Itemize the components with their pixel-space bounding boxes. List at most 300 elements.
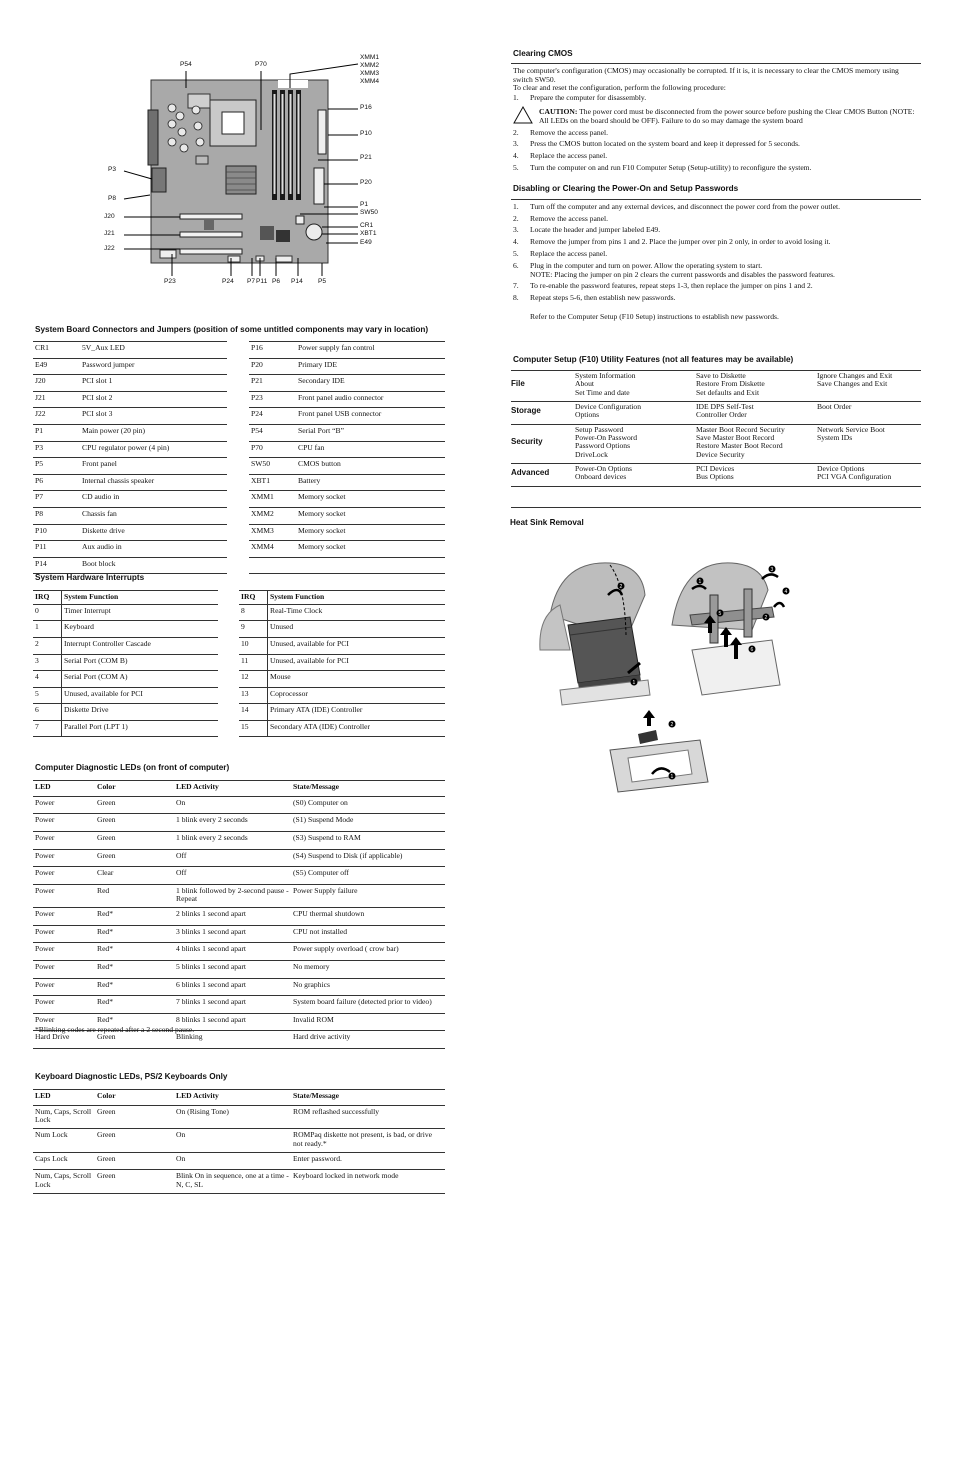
connector-id: P1 [33, 424, 80, 441]
connector-description: Front panel USB connector [296, 408, 445, 425]
led-color: Green [95, 1105, 174, 1128]
kbd-leds-title: Keyboard Diagnostic LEDs, PS/2 Keyboards Only [35, 1072, 228, 1081]
passwords-rule [511, 199, 921, 200]
irq-function: Real-Time Clock [268, 604, 446, 621]
connector-id [249, 557, 296, 574]
led-color: Red* [95, 925, 174, 943]
irq-function: Interrupt Controller Cascade [62, 637, 219, 654]
table-row [33, 441, 227, 458]
irq-number: 4 [33, 671, 62, 688]
table-row [33, 908, 445, 926]
irq-function: Unused, available for PCI [268, 654, 446, 671]
led-state: Hard drive activity [291, 1031, 445, 1049]
led-activity: 5 blinks 1 second apart [174, 960, 291, 978]
table-row [249, 541, 445, 558]
led-activity: 7 blinks 1 second apart [174, 996, 291, 1014]
connector-description: PCI slot 1 [80, 375, 227, 392]
table-row [33, 342, 227, 359]
irq-function: Mouse [268, 671, 446, 688]
callout-number: 1 [632, 680, 636, 686]
cmos-step: 3. Press the CMOS button located on the system board and keep it depressed for 5 seconds. [513, 139, 800, 149]
table-row [33, 960, 445, 978]
connector-description: Password jumper [80, 358, 227, 375]
connector-description: Front panel audio connector [296, 391, 445, 408]
table-header-row [239, 591, 445, 605]
diagram-label: P8 [108, 195, 117, 202]
table-row [33, 1170, 445, 1193]
table-row [239, 671, 445, 688]
led-name: Power [33, 831, 95, 849]
connector-description: CPU regulator power (4 pin) [80, 441, 227, 458]
irq-function: Unused, available for PCI [268, 637, 446, 654]
led-color: Red* [95, 978, 174, 996]
led-color: Green [95, 796, 174, 814]
callout-number: 1 [698, 579, 702, 585]
table-row [33, 524, 227, 541]
led-activity: Off [174, 849, 291, 867]
diagram-label: P54 [180, 61, 192, 68]
connector-description: CPU fan [296, 441, 445, 458]
f10-title: Computer Setup (F10) Utility Features (not all features may be available) [513, 355, 794, 364]
table-row [33, 458, 227, 475]
caution-block [513, 108, 918, 125]
led-state: No graphics [291, 978, 445, 996]
table-row [33, 424, 227, 441]
diagram-label: P7 [247, 278, 256, 285]
table-row [33, 474, 227, 491]
irq-function: Parallel Port (LPT 1) [62, 720, 219, 737]
led-name: Power [33, 925, 95, 943]
led-state: System board failure (detected prior to video) [291, 996, 445, 1014]
connector-description: Boot block [80, 557, 227, 574]
led-color: Green [95, 849, 174, 867]
led-activity: On [174, 796, 291, 814]
diagram-label: J22 [104, 245, 115, 252]
connector-description: Diskette drive [80, 524, 227, 541]
led-name: Power [33, 796, 95, 814]
connector-id: XBT1 [249, 474, 296, 491]
diagram-label: P1 [360, 201, 369, 208]
irq-function: Coprocessor [268, 687, 446, 704]
led-name: Power [33, 1013, 95, 1031]
connector-description: CD audio in [80, 491, 227, 508]
connector-id: P6 [33, 474, 80, 491]
f10-category: Security [511, 424, 573, 463]
connector-description: Chassis fan [80, 507, 227, 524]
connector-id: XMM1 [249, 491, 296, 508]
led-state: CPU thermal shutdown [291, 908, 445, 926]
led-state: (S5) Computer off [291, 867, 445, 885]
table-row [249, 408, 445, 425]
cmos-intro-2: To clear and reset the configuration, perform the following procedure: [513, 83, 726, 93]
f10-features: Setup Password Power-On Password Password Options DriveLock [573, 424, 694, 463]
led-activity: Blinking [174, 1031, 291, 1049]
password-step: 7. To re-enable the password features, repeat steps 1-3, then replace the jumper on pins 1 and 2. [513, 281, 813, 291]
connector-id: XMM4 [249, 541, 296, 558]
led-name: Power [33, 978, 95, 996]
table-row [33, 491, 227, 508]
led-color: Red* [95, 943, 174, 961]
led-name: Power [33, 814, 95, 832]
table-row [239, 704, 445, 721]
irq-function: Diskette Drive [62, 704, 219, 721]
interrupts-table-right [239, 590, 445, 737]
irq-function: Serial Port (COM B) [62, 654, 219, 671]
connector-id: J21 [33, 391, 80, 408]
cmos-step: 4. Replace the access panel. [513, 151, 608, 161]
table-row [33, 637, 218, 654]
table-row [33, 507, 227, 524]
callout-number: 2 [670, 722, 674, 728]
cmos-steps [513, 128, 918, 172]
table-row [33, 704, 218, 721]
caution-text: The power cord must be disconnected from the power source before pushing the Clear CMOS Button (NOTE: All LEDs on the board should be OFF). Failure to do so may damage the system board [539, 107, 915, 125]
diagram-label: P10 [360, 130, 372, 137]
callout-number: 5 [718, 611, 722, 617]
cmos-step: 2. Remove the access panel. [513, 127, 609, 137]
callout-number: 3 [770, 567, 774, 573]
table-row [239, 687, 445, 704]
led-color: Green [95, 1152, 174, 1170]
table-row [249, 375, 445, 392]
table-row [33, 654, 218, 671]
irq-number: 14 [239, 704, 268, 721]
diagram-label: P16 [360, 104, 372, 111]
column-header: System Function [268, 591, 446, 605]
led-activity: 8 blinks 1 second apart [174, 1013, 291, 1031]
heatsink-illustration [530, 555, 790, 795]
column-header: Color [95, 781, 174, 797]
table-header-row [33, 781, 445, 797]
f10-features: Boot Order [815, 402, 921, 425]
diagram-label: P21 [360, 154, 372, 161]
irq-number: 2 [33, 637, 62, 654]
table-row [239, 604, 445, 621]
led-activity: On [174, 1152, 291, 1170]
table-row [511, 464, 921, 487]
table-row [33, 1105, 445, 1128]
led-state: ROM reflashed successfully [291, 1105, 445, 1128]
table-row [33, 1129, 445, 1152]
led-activity: On (Rising Tone) [174, 1105, 291, 1128]
table-row [249, 491, 445, 508]
led-name: Power [33, 884, 95, 907]
connector-id: SW50 [249, 458, 296, 475]
table-row [249, 342, 445, 359]
f10-features: Ignore Changes and Exit Save Changes and Exit [815, 371, 921, 402]
table-row [249, 524, 445, 541]
diagram-label: E49 [360, 239, 372, 246]
f10-bottom-rule [511, 507, 921, 508]
connector-id: P70 [249, 441, 296, 458]
connector-id: P24 [249, 408, 296, 425]
connector-description: Memory socket [296, 524, 445, 541]
diagram-label: XMM1 [360, 54, 380, 61]
callout-number: 1 [670, 774, 674, 780]
connector-id: P10 [33, 524, 80, 541]
password-step: 3. Locate the header and jumper labeled E49. [513, 225, 661, 235]
led-activity: 4 blinks 1 second apart [174, 943, 291, 961]
led-activity: On [174, 1129, 291, 1152]
table-row [239, 637, 445, 654]
f10-category: Storage [511, 402, 573, 425]
connector-id: P7 [33, 491, 80, 508]
diagram-label: XMM4 [360, 78, 380, 85]
irq-number: 6 [33, 704, 62, 721]
irq-function: Secondary ATA (IDE) Controller [268, 720, 446, 737]
column-header: State/Message [291, 1090, 445, 1106]
irq-function: Primary ATA (IDE) Controller [268, 704, 446, 721]
password-step: 6. Plug in the computer and turn on power. Allow the operating system to start. NOTE: Placing the jumper on pin 2 clears the current passwords and disables the password features. [513, 260, 835, 279]
led-color: Red* [95, 996, 174, 1014]
led-activity: 6 blinks 1 second apart [174, 978, 291, 996]
connector-description: Battery [296, 474, 445, 491]
table-row [249, 441, 445, 458]
led-color: Clear [95, 867, 174, 885]
connector-description: Power supply fan control [296, 342, 445, 359]
diagram-label: P20 [360, 179, 372, 186]
diag-leds-title: Computer Diagnostic LEDs (on front of computer) [35, 763, 230, 772]
diagram-label: P23 [164, 278, 176, 285]
led-activity: 1 blink every 2 seconds [174, 831, 291, 849]
led-color: Red [95, 884, 174, 907]
diagram-label: J20 [104, 213, 115, 220]
connector-id: P5 [33, 458, 80, 475]
connector-description: Serial Port “B” [296, 424, 445, 441]
irq-number: 3 [33, 654, 62, 671]
password-step: 5. Replace the access panel. [513, 248, 608, 258]
table-row [33, 671, 218, 688]
column-header: IRQ [239, 591, 268, 605]
diagram-label: P14 [291, 278, 303, 285]
heatsink-drawing [530, 555, 790, 795]
irq-function: Unused, available for PCI [62, 687, 219, 704]
connector-id: P3 [33, 441, 80, 458]
connector-id: J20 [33, 375, 80, 392]
password-refer: Refer to the Computer Setup (F10 Setup) instructions to establish new passwords. [530, 312, 779, 322]
led-name: Num, Caps, Scroll Lock [33, 1105, 95, 1128]
diagram-label: P6 [272, 278, 281, 285]
table-row [33, 391, 227, 408]
connector-description: Memory socket [296, 507, 445, 524]
caution-label: CAUTION: [539, 107, 578, 117]
table-row [33, 867, 445, 885]
led-color: Green [95, 1129, 174, 1152]
column-header: State/Message [291, 781, 445, 797]
table-row [249, 474, 445, 491]
diagram-label: P24 [222, 278, 234, 285]
column-header: Color [95, 1090, 174, 1106]
led-activity: 3 blinks 1 second apart [174, 925, 291, 943]
f10-features: PCI Devices Bus Options [694, 464, 815, 487]
f10-features: System Information About Set Time and date [573, 371, 694, 402]
diagram-label: P70 [255, 61, 267, 68]
cmos-intro: The computer's configuration (CMOS) may occasionally be corrupted. If it is, it is necessary to clear the CMOS memory using switch SW50. [513, 66, 899, 84]
irq-number: 15 [239, 720, 268, 737]
led-state: (S1) Suspend Mode [291, 814, 445, 832]
interrupts-title: System Hardware Interrupts [35, 573, 145, 582]
f10-features: Master Boot Record Security Save Master Boot Record Restore Master Boot Record Device Security [694, 424, 815, 463]
connector-description: Aux audio in [80, 541, 227, 558]
diagram-label: XBT1 [360, 230, 377, 237]
connector-description: Front panel [80, 458, 227, 475]
led-name: Caps Lock [33, 1152, 95, 1170]
diagram-label: P5 [318, 278, 327, 285]
connector-id: P8 [33, 507, 80, 524]
led-activity: Off [174, 867, 291, 885]
f10-features: Network Service Boot System IDs [815, 424, 921, 463]
connector-description: Memory socket [296, 541, 445, 558]
table-row [33, 541, 227, 558]
connectors-table-right [249, 341, 445, 574]
callout-number: 2 [764, 615, 768, 621]
irq-number: 9 [239, 621, 268, 638]
table-header-row [33, 1090, 445, 1106]
connector-id: P21 [249, 375, 296, 392]
table-row [33, 796, 445, 814]
password-note: NOTE: Placing the jumper on pin 2 clears the current passwords and disables the password features. [530, 269, 835, 279]
connector-description: PCI slot 3 [80, 408, 227, 425]
passwords-section [513, 202, 918, 321]
connector-id: P14 [33, 557, 80, 574]
connector-id: XMM2 [249, 507, 296, 524]
led-name: Power [33, 996, 95, 1014]
connector-description: PCI slot 2 [80, 391, 227, 408]
heatsink-title: Heat Sink Removal [510, 518, 584, 527]
password-step: 4. Remove the jumper from pins 1 and 2. Place the jumper over pin 2 only, in order to avoid losing it. [513, 237, 831, 247]
led-name: Power [33, 908, 95, 926]
column-header: LED [33, 781, 95, 797]
connector-id: P20 [249, 358, 296, 375]
led-state: (S4) Suspend to Disk (if applicable) [291, 849, 445, 867]
table-row [511, 371, 921, 402]
table-row [239, 654, 445, 671]
f10-category: File [511, 371, 573, 402]
connector-id: CR1 [33, 342, 80, 359]
led-state: Power Supply failure [291, 884, 445, 907]
irq-function: Keyboard [62, 621, 219, 638]
password-step: 2. Remove the access panel. [513, 213, 609, 223]
led-state: Enter password. [291, 1152, 445, 1170]
table-row [33, 831, 445, 849]
f10-features: IDE DPS Self-Test Controller Order [694, 402, 815, 425]
led-state: Keyboard locked in network mode [291, 1170, 445, 1193]
connector-id: XMM3 [249, 524, 296, 541]
table-row [249, 424, 445, 441]
cmos-title: Clearing CMOS [513, 49, 573, 58]
led-color: Green [95, 1031, 174, 1049]
table-row [33, 621, 218, 638]
diagram-label: XMM2 [360, 62, 380, 69]
diagram-label: XMM3 [360, 70, 380, 77]
column-header: System Function [62, 591, 219, 605]
led-name: Power [33, 943, 95, 961]
system-board-diagram [100, 50, 400, 290]
table-row [249, 507, 445, 524]
f10-category: Advanced [511, 464, 573, 487]
led-color: Green [95, 1170, 174, 1193]
irq-number: 8 [239, 604, 268, 621]
caution-icon [513, 106, 533, 124]
led-activity: 1 blink every 2 seconds [174, 814, 291, 832]
led-color: Green [95, 831, 174, 849]
led-activity: 2 blinks 1 second apart [174, 908, 291, 926]
connector-id: P23 [249, 391, 296, 408]
connectors-table-left [33, 341, 227, 574]
led-name: Num Lock [33, 1129, 95, 1152]
table-row [33, 720, 218, 737]
table-row [239, 621, 445, 638]
f10-features: Save to Diskette Restore From Diskette Set defaults and Exit [694, 371, 815, 402]
irq-function: Serial Port (COM A) [62, 671, 219, 688]
cmos-section [513, 67, 918, 175]
led-color: Red* [95, 908, 174, 926]
connector-id: E49 [33, 358, 80, 375]
led-state: (S3) Suspend to RAM [291, 831, 445, 849]
table-row [511, 402, 921, 425]
connector-id: J22 [33, 408, 80, 425]
irq-function: Timer Interrupt [62, 604, 219, 621]
diag-leds-table [33, 780, 445, 1049]
table-row [33, 996, 445, 1014]
table-row [33, 849, 445, 867]
kbd-leds-table [33, 1089, 445, 1194]
led-state: (S0) Computer on [291, 796, 445, 814]
connector-description: Main power (20 pin) [80, 424, 227, 441]
table-row [33, 925, 445, 943]
table-row [511, 424, 921, 463]
led-name: Power [33, 867, 95, 885]
password-step: 1. Turn off the computer and any external devices, and disconnect the power cord from the power outlet. [513, 202, 840, 211]
connector-description: Secondary IDE [296, 375, 445, 392]
connector-description: Memory socket [296, 491, 445, 508]
column-header: IRQ [33, 591, 62, 605]
table-row [239, 720, 445, 737]
led-state: ROMPaq diskette not present, is bad, or drive not ready.* [291, 1129, 445, 1152]
irq-number: 0 [33, 604, 62, 621]
diagram-label: P11 [256, 278, 268, 285]
led-state: Invalid ROM [291, 1013, 445, 1031]
led-color: Red* [95, 960, 174, 978]
irq-number: 12 [239, 671, 268, 688]
led-activity: 1 blink followed by 2-second pause - Repeat [174, 884, 291, 907]
led-name: Power [33, 960, 95, 978]
connector-id: P54 [249, 424, 296, 441]
led-name: Hard Drive [33, 1031, 95, 1049]
callout-number: 6 [750, 647, 754, 653]
irq-number: 13 [239, 687, 268, 704]
connector-id: P16 [249, 342, 296, 359]
table-row [33, 687, 218, 704]
callout-number: 2 [619, 584, 623, 590]
diagram-label: CR1 [360, 222, 374, 229]
system-board-illustration [100, 50, 400, 290]
connector-description: Internal chassis speaker [80, 474, 227, 491]
irq-number: 11 [239, 654, 268, 671]
table-row [33, 814, 445, 832]
cmos-rule [511, 63, 921, 64]
table-row [249, 358, 445, 375]
table-row [33, 358, 227, 375]
led-color: Green [95, 814, 174, 832]
table-row [33, 943, 445, 961]
irq-number: 7 [33, 720, 62, 737]
f10-features: Device Configuration Options [573, 402, 694, 425]
interrupts-table-left [33, 590, 218, 737]
irq-number: 10 [239, 637, 268, 654]
column-header: LED Activity [174, 1090, 291, 1106]
connector-description: CMOS button [296, 458, 445, 475]
